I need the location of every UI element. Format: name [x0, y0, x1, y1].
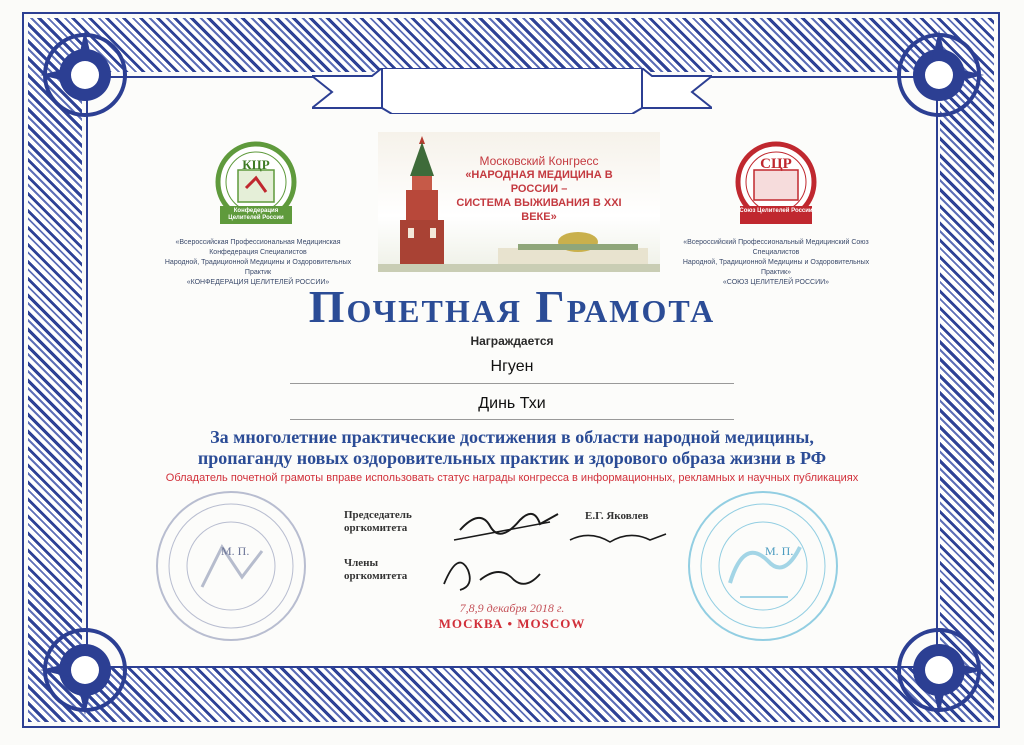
- left-logo-ribbon-text: Конфедерация Целителей России: [228, 208, 284, 221]
- chairman-label-line2: оргкомитета: [344, 522, 408, 534]
- members-label: [344, 557, 407, 583]
- awarded-label: Награждается: [470, 334, 554, 348]
- right-seal-mark: М. П.: [765, 544, 794, 558]
- certificate-title: Почетная Грамота: [308, 281, 716, 332]
- holder-rights-note: Обладатель почетной грамоты вправе использовать статус награды конгресса в информационных, рекламных и научных публикациях: [165, 472, 859, 484]
- left-logo-emblem-text: КЦР: [242, 157, 270, 172]
- corner-ornament-top-right: [884, 20, 994, 130]
- right-logo-caption-line2: Народной, Традиционной Медицины и Оздоровительных Практик»: [682, 259, 870, 276]
- award-reason-line1: За многолетние практические достижения в области народной медицины,: [210, 427, 814, 447]
- left-logo-caption-line2: Народной, Традиционной Медицины и Оздоровительных Практик: [164, 259, 352, 276]
- award-reason-line2: пропаганду новых оздоровительных практик и здорового образа жизни в РФ: [197, 448, 827, 468]
- given-name-underline: [290, 419, 734, 420]
- congress-title: [444, 154, 634, 224]
- chairman-name: Е.Г. Яковлев: [585, 510, 649, 522]
- members-label-line2: оргкомитета: [344, 570, 408, 582]
- surname-underline: [290, 383, 734, 384]
- event-date: 7,8,9 декабря 2018 г.: [459, 601, 565, 615]
- right-logo-emblem-text: СЦР: [760, 156, 792, 172]
- chairman-label-line1: Председатель: [344, 509, 412, 521]
- top-ribbon-ornament: [312, 68, 712, 114]
- left-logo-caption-line1: «Всероссийская Профессиональная Медицинская Конфедерация Специалистов: [175, 239, 341, 256]
- right-logo-caption-line1: «Всероссийский Профессиональный Медицинский Союз Специалистов: [683, 239, 869, 256]
- members-label-line1: Члены: [344, 557, 379, 569]
- right-logo-ribbon-text: Союз Целителей России: [739, 208, 813, 214]
- congress-title-line3: СИСТЕМА ВЫЖИВАНИЯ В XXI ВЕКЕ»: [456, 197, 622, 223]
- event-city: МОСКВА • MOSCOW: [438, 616, 586, 631]
- award-reason: [0, 427, 1024, 469]
- recipient-given-name: Динь Тхи: [478, 395, 546, 412]
- right-logo-caption-line3: «СОЮЗ ЦЕЛИТЕЛЕЙ РОССИИ»: [722, 279, 830, 286]
- right-logo-emblem: [728, 140, 824, 230]
- handwritten-signatures: [430, 500, 680, 600]
- corner-ornament-top-left: [30, 20, 140, 130]
- left-seal-mark: М. П.: [221, 544, 250, 558]
- left-logo-caption-line3: «КОНФЕДЕРАЦИЯ ЦЕЛИТЕЛЕЙ РОССИИ»: [186, 279, 330, 286]
- congress-title-line1: Московский Конгресс: [479, 154, 599, 168]
- chairman-label: [344, 509, 412, 535]
- congress-title-line2: «НАРОДНАЯ МЕДИЦИНА В РОССИИ –: [465, 169, 613, 195]
- recipient-surname: Нгуен: [490, 358, 534, 375]
